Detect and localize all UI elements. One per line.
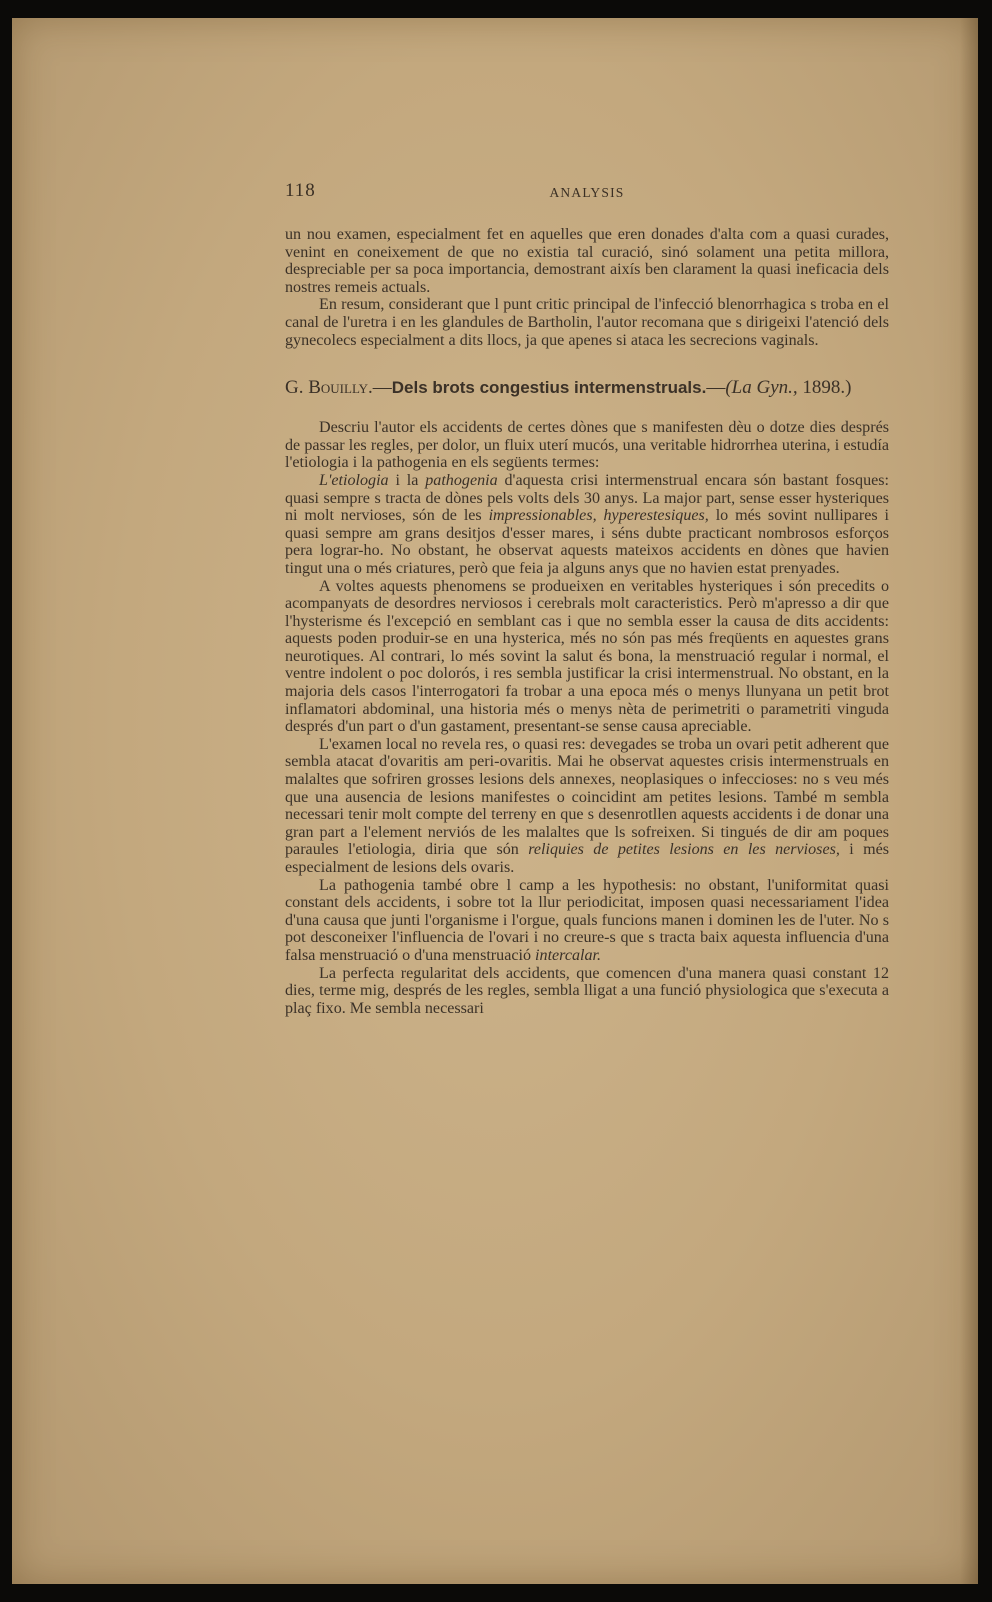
paragraph-etiologia: L'etiologia i la pathogenia d'aquesta crisi intermenstrual encara són bastant fosques: quasi sempre s tracta de dònes pels volts dels 30 anys. La major part, sense esser hysteriques ni molt nervioses, són de les impressionables, hyperestesiques, lo més sovint nullipares i quasi sempre am grans desitjos d'esser mares, i séns dubte practicant nombrosos esforços pera lograr-ho. No obstant, he observat aquests mateixos accidents en dònes que havien tingut una o més criatures, però que feia ja alguns anys que no havien estat prenyades.: [285, 471, 889, 577]
page-header: [285, 180, 889, 206]
author-initial: G.: [285, 377, 304, 399]
article-source-year: 1898.): [802, 377, 852, 399]
paragraph-resum: En resum, considerant que l punt critic principal de l'infecció blenorrhagica s troba en el canal de l'uretra i en les glandules de Bartholin, l'autor recomana que s dirigeixi l'atenció dels gynecolecs especialment a dits llocs, ja que apenes si ataca les secrecions vaginals.: [285, 296, 889, 349]
italic-intercalar: intercalar.: [535, 946, 602, 964]
author-name: Bouilly.: [308, 377, 373, 399]
page-number: 118: [285, 180, 316, 201]
heading-dash: —: [372, 377, 392, 399]
italic-reliquies: reliquies de petites lesions en les nervioses,: [528, 841, 840, 859]
paragraph-hysteriques: A voltes aquests phenomens se produeixen en veritables hysteriques i són precedits o acompanyats de desordres nerviosos i cerebrals molt caracteristics. Però m'apresso a dir que l'hysterisme és l'excepció en semblant cas i que no sembla esser la causa de dits accidents: aquests poden produir-se en una hysterica, més no són pas més freqüents en aquestes grans neurotiques. Al contrari, lo més sovint la salut és bona, la menstruació regular i normal, el ventre indolent o poc dolorós, i res sembla justificar la crisi intermenstrual. No obstant, en la majoria dels casos l'interrogatori fa trobar a una epoca més o menys llunyana un petit brot inflamatori abdominal, una historia més o menys nèta de perimetriti o parametriti vinguda després d'un part o d'un gastament, presentant-se sense causa apreciable.: [285, 577, 889, 736]
page-edge-shadow: [960, 18, 978, 1584]
paragraph-descriu: Descriu l'autor els accidents de certes dònes que s manifesten dèu o dotze dies després de passar les regles, per dolor, un fluix uterí mucós, una veritable hidrorrhea uterina, i estudía l'etiologia i la pathogenia en els següents termes:: [285, 419, 889, 472]
paragraph-examen: L'examen local no revela res, o quasi res: devegades se troba un ovari petit adherent que sembla atacat d'ovaritis am peri-ovaritis. Mai he observat aquestes crisis intermenstruals en malaltes que sofriren grosses lesions dels annexes, neoplasiques o infeccioses: no s veu més que una ausencia de lesions manifestes o coincidint am petites lesions. També m sembla necessari tenir molt compte del terreny en que s desenrotllen aquests accidents i de donar una gran part a l'element nerviós de les malaltes que ls sofreixen. Si tingués de dir am poques paraules l'etiologia, diria que són reliquies de petites lesions en les nervioses, i més especialment de lesions dels ovaris.: [285, 735, 890, 876]
article-title: Dels brots congestius intermenstruals.: [391, 378, 707, 398]
paragraph-continued: un nou examen, especialment fet en aquelles que eren donades d'alta com a quasi curades, venint en coneixement de que no existia tal curació, sinó solament una petita millora, despreciable per sa poca importancia, demostrant aixís ben clarament la quasi ineficacia dels nostres remeis actuals.: [285, 226, 889, 296]
italic-pathogenia: pathogenia: [425, 471, 498, 489]
article-heading: [285, 377, 889, 399]
blank-page-area: [285, 1338, 889, 1538]
paragraph-regularitat: La perfecta regularitat dels accidents, que comencen d'una manera quasi constant 12 dies, terme mig, després de les regles, sembla lligat a una funció physiologica que s'executa a plaç fixo. Me sembla necessari: [285, 964, 889, 1017]
running-head: ANALYSIS: [549, 185, 625, 200]
paragraph-pathogenia: La pathogenia també obre l camp a les hypothesis: no obstant, l'uniformitat quasi constant dels accidents, i sobre tot la llur periodicitat, imposen quasi necessariament l'idea d'una causa que junti l'organisme i l'orgue, quals funcions manen i dominen les de l'uter. No s pot desconeixer l'influencia de l'ovari i no creure-s que s tracta baix aquesta influencia d'una falsa menstruació o d'una menstruació intercalar.: [285, 876, 889, 964]
title-dash: —: [706, 377, 726, 399]
scanned-page: [12, 18, 978, 1584]
article-source: (La Gyn.,: [725, 377, 798, 399]
italic-impressionables: impressionables, hyperestesiques,: [488, 507, 709, 525]
main-text-block: [285, 226, 889, 1017]
italic-etiologia: L'etiologia: [319, 471, 389, 489]
